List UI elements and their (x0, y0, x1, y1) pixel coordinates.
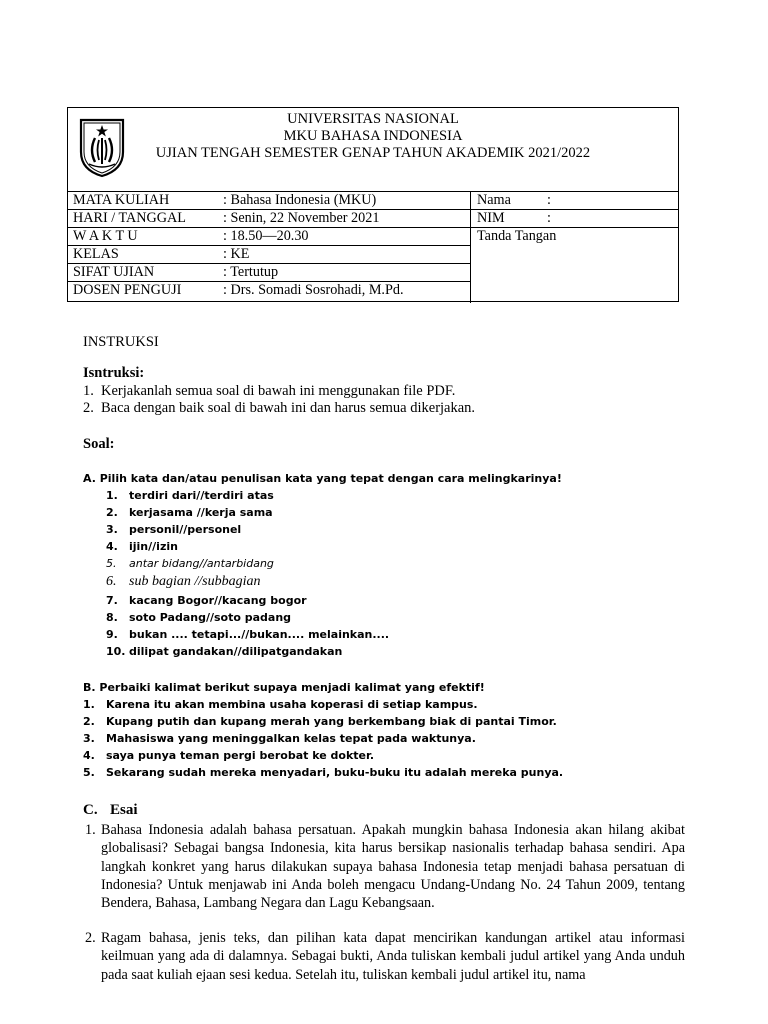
item-num: 2. (106, 506, 118, 519)
item-num: 5. (83, 766, 95, 779)
info-value: : Tertutup (223, 264, 279, 280)
list-item (106, 505, 273, 521)
item-num: 3. (83, 732, 95, 745)
item-text: Kupang putih dan kupang merah yang berkembang biak di pantai Timor. (106, 715, 557, 728)
item-text: kacang Bogor//kacang bogor (129, 594, 307, 607)
item-num: 7. (106, 594, 118, 607)
list-item (106, 644, 343, 660)
info-label: SIFAT UJIAN (73, 264, 155, 280)
item-text: kerjasama //kerja sama (129, 506, 273, 519)
instruction-item (83, 400, 476, 417)
section-c-title: Esai (110, 802, 138, 818)
item-text: soto Padang//soto padang (129, 611, 292, 624)
instruction-num: 1. (83, 383, 94, 399)
list-item (106, 573, 261, 591)
item-num: 4. (106, 540, 118, 553)
item-text: Mahasiswa yang meninggalkan kelas tepat pada waktunya. (106, 732, 476, 745)
info-label: DOSEN PENGUJI (73, 282, 182, 298)
item-num: 6. (106, 574, 117, 589)
university-name: UNIVERSITAS NASIONAL (287, 111, 459, 127)
student-info-box (470, 192, 679, 303)
list-item (106, 610, 292, 626)
item-text: Karena itu akan membina usaha koperasi di setiap kampus. (106, 698, 478, 711)
list-item (83, 765, 564, 781)
info-row-sifat-ujian (68, 264, 470, 282)
signature-label: Tanda Tangan (477, 228, 557, 244)
info-row-hari-tanggal (68, 210, 470, 228)
exam-header-box (67, 107, 679, 302)
item-text: dilipat gandakan//dilipatgandakan (129, 645, 343, 658)
exam-titles (68, 111, 678, 162)
info-value: : Drs. Somadi Sosrohadi, M.Pd. (223, 282, 404, 298)
item-text: antar bidang//antarbidang (129, 557, 274, 570)
item-num: 9. (106, 628, 118, 641)
essay-question-2: Ragam bahasa, jenis teks, dan pilihan kata dapat mencirikan kandungan artikel atau informasi keilmuan yang ada di dalamnya. Sebagai bukti, Anda tuliskan kembali judul artikel yang Anda unduh pada saat kuliah ejaan sesi kedua. Setelah itu, tuliskan kembali judul artikel itu, nama (101, 930, 685, 983)
course-group: MKU BAHASA INDONESIA (283, 128, 463, 144)
list-item (106, 539, 178, 555)
info-value: : 18.50—20.30 (223, 228, 309, 244)
info-label: KELAS (73, 246, 119, 262)
info-label: HARI / TANGGAL (73, 210, 186, 226)
item-num: 10. (106, 645, 126, 658)
student-name-field (471, 192, 679, 210)
item-num: 8. (106, 611, 118, 624)
list-item (83, 731, 476, 747)
list-item (83, 714, 557, 730)
list-item (106, 556, 274, 572)
soal-heading: Soal: (83, 436, 115, 452)
info-row-dosen-penguji (68, 282, 470, 300)
item-text: saya punya teman pergi berobat ke dokter. (106, 749, 375, 762)
item-num: 2. (83, 715, 95, 728)
essay-num: 2. (85, 930, 96, 946)
section-a-title: A. Pilih kata dan/atau penulisan kata yang tepat dengan cara melingkarinya! (83, 472, 562, 485)
info-value: : Senin, 22 November 2021 (223, 210, 380, 226)
signature-field (471, 228, 679, 303)
instruction-item (83, 383, 456, 400)
exam-info-table (68, 191, 678, 303)
item-text: terdiri dari//terdiri atas (129, 489, 274, 502)
section-c-label: C. (83, 802, 98, 818)
list-item (83, 697, 478, 713)
exam-info-left (68, 192, 470, 300)
item-text: Sekarang sudah mereka menyadari, buku-buku itu adalah mereka punya. (106, 766, 564, 779)
list-item (106, 488, 274, 504)
essay-num: 1. (85, 822, 96, 838)
item-num: 1. (106, 489, 118, 502)
info-row-mata-kuliah (68, 192, 470, 210)
item-text: sub bagian //subbagian (129, 574, 261, 589)
info-row-waktu (68, 228, 470, 246)
exam-title: UJIAN TENGAH SEMESTER GENAP TAHUN AKADEMIK 2021/2022 (155, 145, 591, 161)
essay-question-1: Bahasa Indonesia adalah bahasa persatuan. Apakah mungkin bahasa Indonesia akan hilang akibat globalisasi? Sebagai bangsa Indonesia, kita harus bersikap nasionalis terhadap bahasa sendiri. Apa langkah konkret yang harus dilakukan supaya bahasa Indonesia tetap menjadi bahasa persatuan di Indonesia? Untuk menjawab ini Anda boleh mengacu Undang-Undang No. 24 Tahun 2009, tentang Bendera, Bahasa, Lambang Negara dan Lagu Kebangsaan. (101, 822, 685, 912)
instruction-num: 2. (83, 400, 94, 416)
item-text: ijin//izin (129, 540, 178, 553)
item-text: bukan .... tetapi...//bukan.... melainkan.... (129, 628, 390, 641)
instruction-text: Baca dengan baik soal di bawah ini dan harus semua dikerjakan. (101, 400, 476, 416)
section-b-title: B. Perbaiki kalimat berikut supaya menjadi kalimat yang efektif! (83, 681, 485, 694)
item-num: 3. (106, 523, 118, 536)
info-value: : Bahasa Indonesia (MKU) (223, 192, 377, 208)
list-item (106, 593, 307, 609)
student-nim-field (471, 210, 679, 228)
info-label: W A K T U (73, 228, 138, 244)
student-nim-colon: : (547, 210, 551, 226)
info-row-kelas (68, 246, 470, 264)
student-name-label: Nama (477, 192, 511, 208)
list-item (83, 748, 375, 764)
instruksi-heading: INSTRUKSI (83, 334, 159, 350)
info-label: MATA KULIAH (73, 192, 170, 208)
info-value: : KE (223, 246, 250, 262)
item-num: 4. (83, 749, 95, 762)
isntruksi-heading: Isntruksi: (83, 365, 145, 381)
item-num: 5. (106, 557, 117, 570)
list-item (106, 522, 242, 538)
item-text: personil//personel (129, 523, 242, 536)
list-item (106, 627, 390, 643)
instruction-text: Kerjakanlah semua soal di bawah ini menggunakan file PDF. (101, 383, 456, 399)
student-name-colon: : (547, 192, 551, 208)
section-c-heading (83, 802, 138, 819)
item-num: 1. (83, 698, 95, 711)
student-nim-label: NIM (477, 210, 505, 226)
